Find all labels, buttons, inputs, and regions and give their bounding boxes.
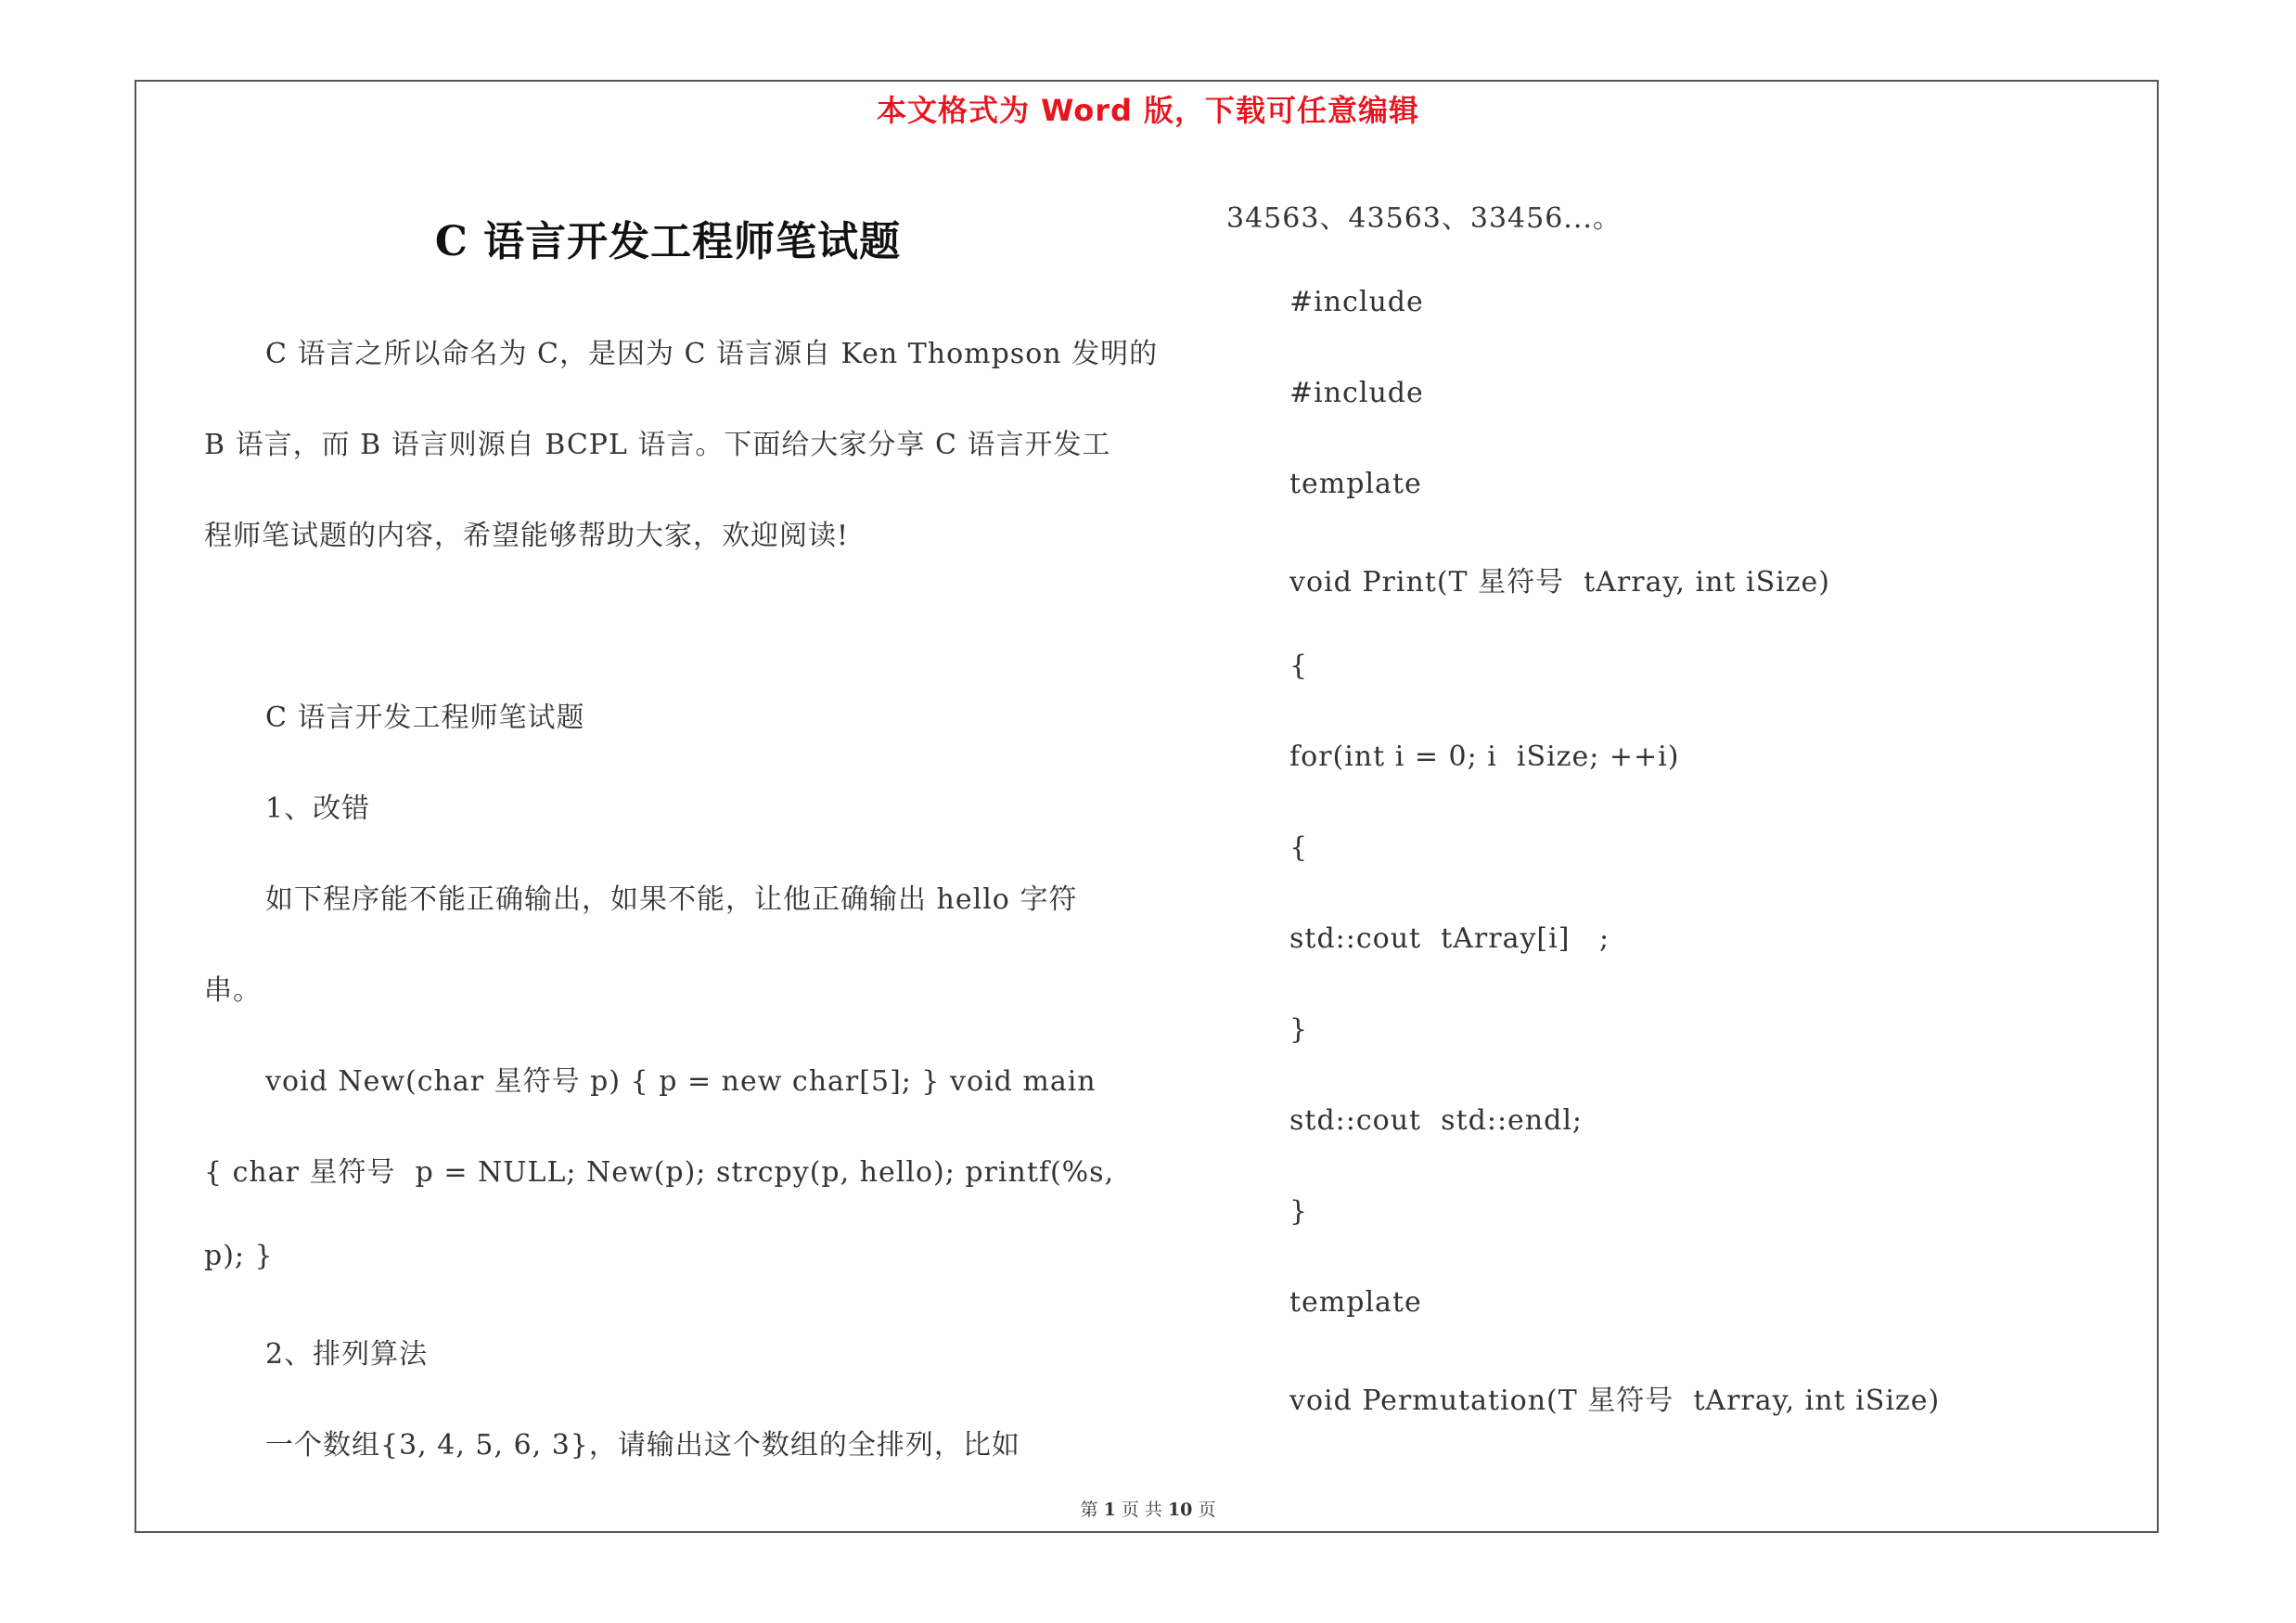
footer-middle: 页 共: [1121, 1500, 1162, 1520]
code-line: template: [1289, 468, 1422, 500]
code-line: #include: [1289, 286, 1424, 318]
code-line: void Print(T 星符号 tArray, int iSize): [1289, 566, 1831, 599]
code-line: {: [1289, 831, 1309, 864]
current-page-number: 1: [1103, 1500, 1116, 1520]
paragraph-line: 如下程序能不能正确输出，如果不能，让他正确输出 hello 字符: [265, 883, 1078, 916]
code-line: std::cout tArray[i] ;: [1289, 922, 1610, 955]
code-line: { char 星符号 p = NULL; New(p); strcpy(p, hello); printf(%s,: [204, 1156, 1115, 1189]
paragraph-line: B 语言，而 B 语言则源自 BCPL 语言。下面给大家分享 C 语言开发工: [204, 429, 1111, 461]
paragraph-line: 程师笔试题的内容，希望能够帮助大家，欢迎阅读!: [204, 520, 850, 552]
code-line: void New(char 星符号 p) { p = new char[5]; } void main: [265, 1065, 1097, 1098]
footer-prefix: 第: [1080, 1500, 1098, 1520]
paragraph-line: 一个数组{3, 4, 5, 6, 3}，请输出这个数组的全排列，比如: [265, 1429, 1020, 1462]
total-pages-number: 10: [1167, 1500, 1193, 1520]
code-line: p); }: [204, 1240, 274, 1272]
question-heading: 2、排列算法: [265, 1338, 429, 1371]
code-line: void Permutation(T 星符号 tArray, int iSize): [1289, 1385, 1941, 1417]
code-line: }: [1289, 1013, 1309, 1046]
question-heading: 1、改错: [265, 792, 371, 825]
section-heading: C 语言开发工程师笔试题: [265, 702, 585, 734]
document-title: C 语言开发工程师笔试题: [434, 218, 902, 265]
page-footer: [0, 1496, 2296, 1521]
code-line: template: [1289, 1286, 1422, 1319]
paragraph-line: C 语言之所以命名为 C，是因为 C 语言源自 Ken Thompson 发明的: [265, 338, 1159, 370]
code-line: std::cout std::endl;: [1289, 1104, 1584, 1137]
code-line: #include: [1289, 377, 1424, 409]
format-banner: 本文格式为 Word 版，下载可任意编辑: [876, 93, 1420, 128]
code-line: }: [1289, 1195, 1309, 1228]
paragraph-line: 34563、43563、33456...。: [1226, 202, 1622, 235]
page-frame: [135, 80, 2159, 1533]
code-line: {: [1289, 650, 1309, 682]
code-line: for(int i = 0; i iSize; ++i): [1289, 741, 1680, 773]
footer-suffix: 页: [1198, 1500, 1216, 1520]
paragraph-line: 串。: [204, 974, 262, 1007]
